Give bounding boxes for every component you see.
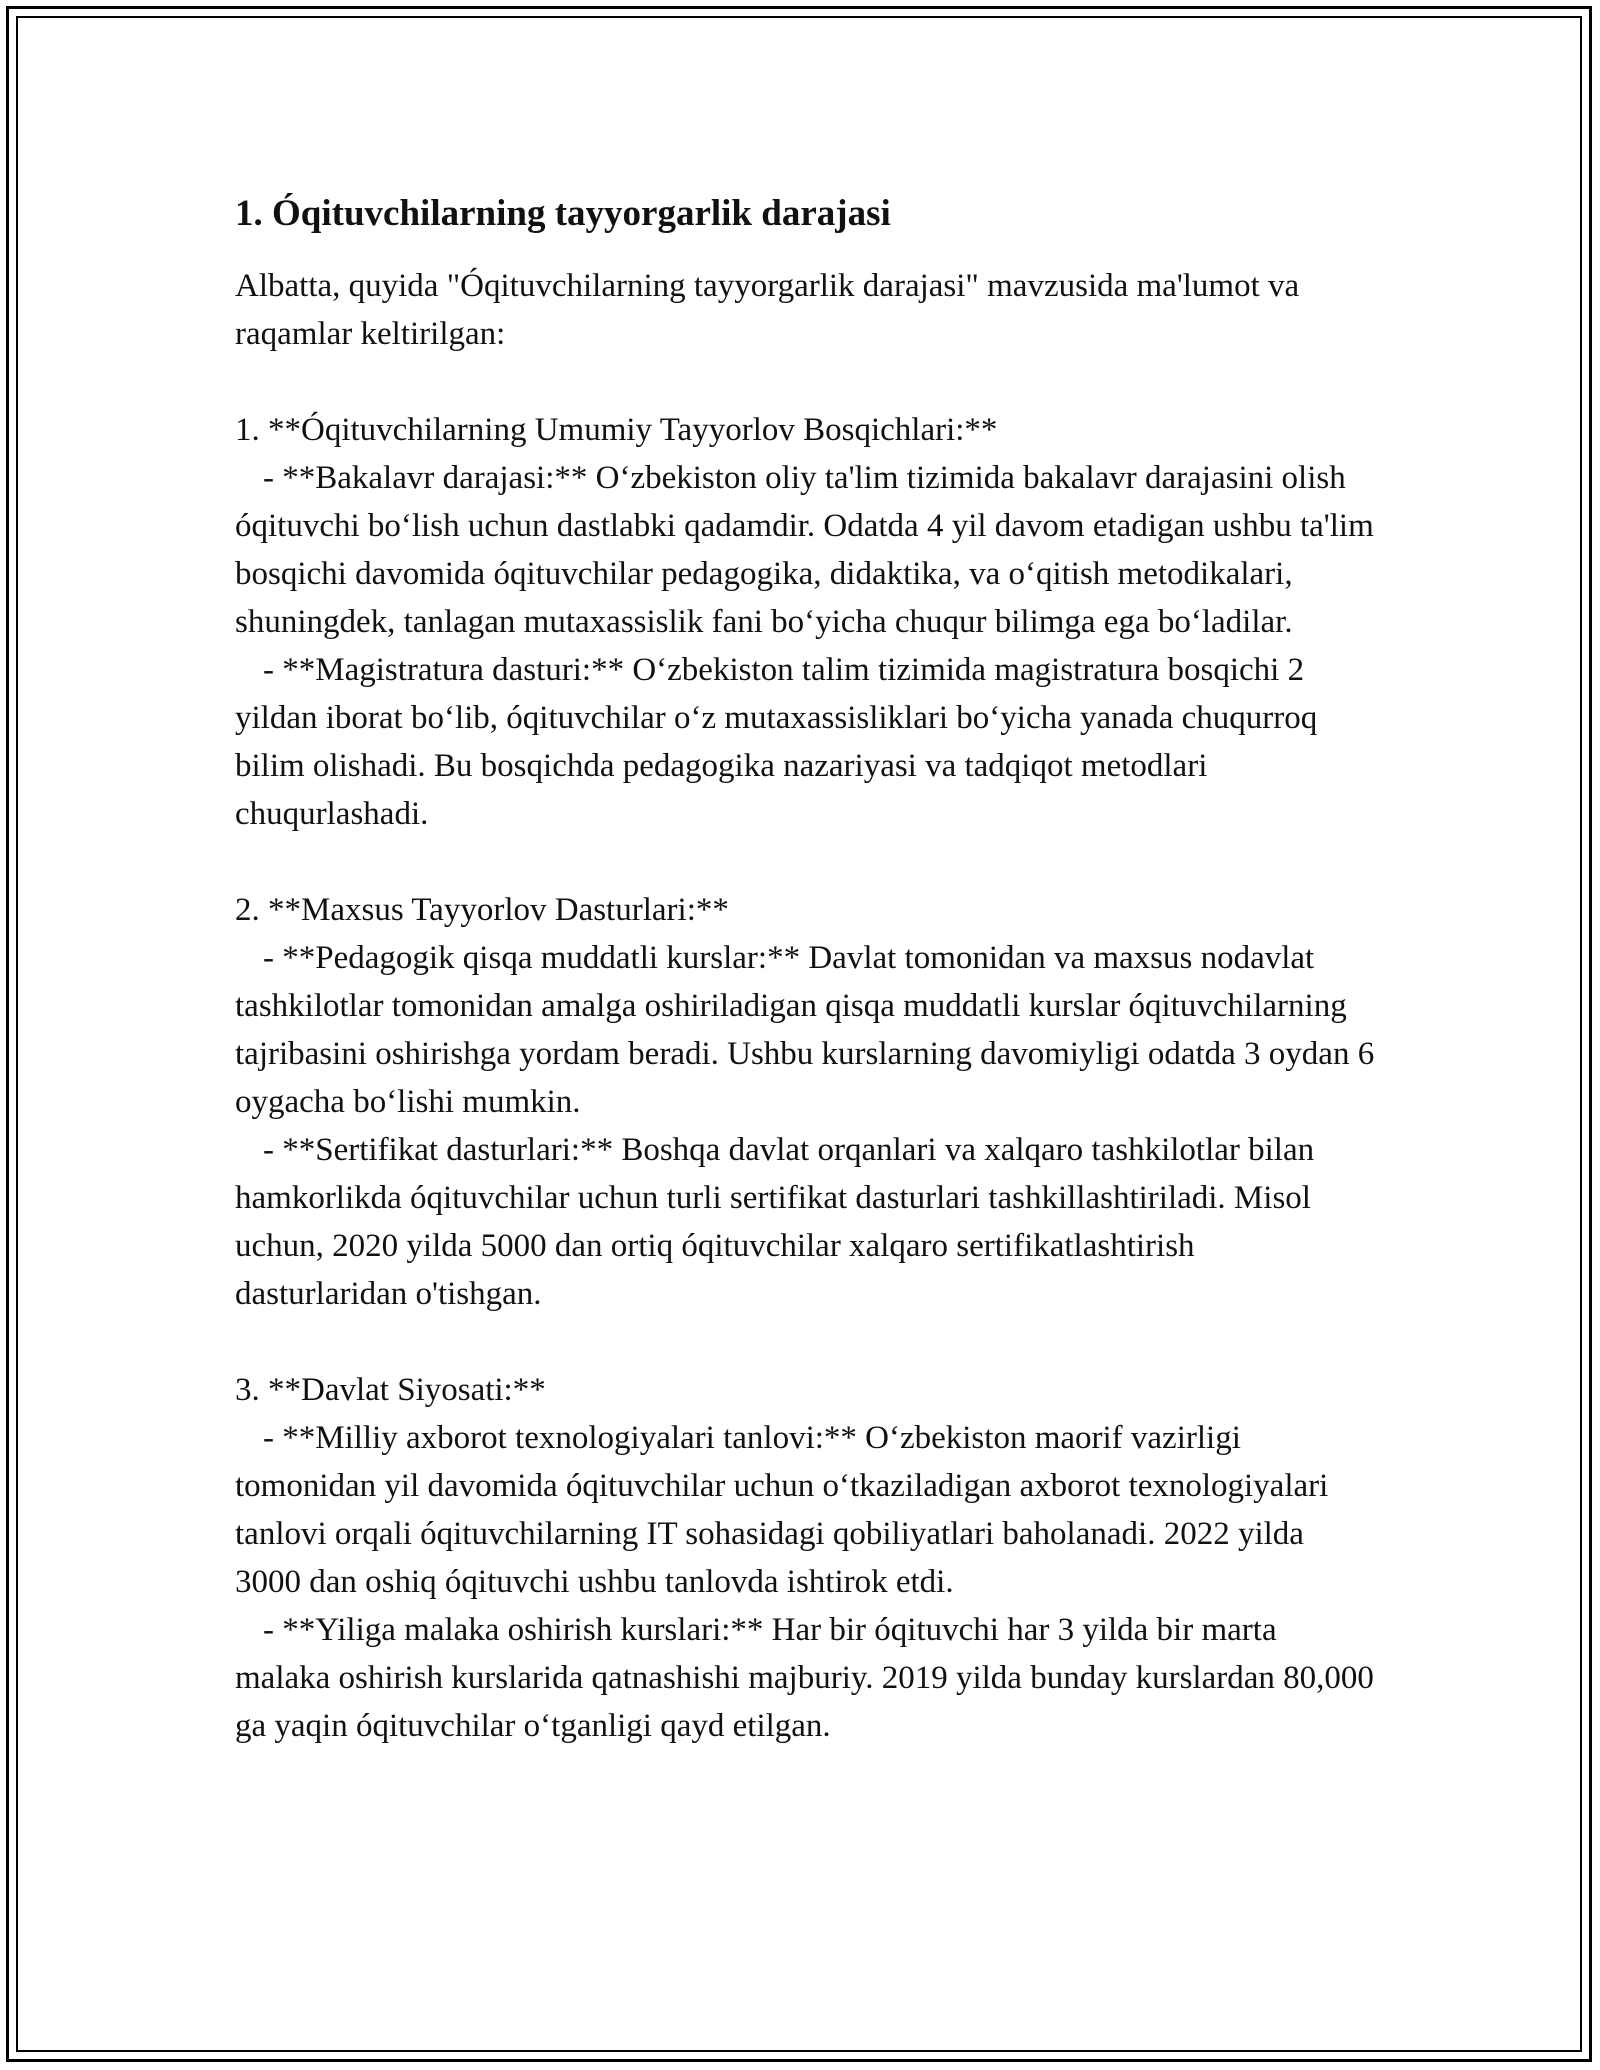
list-item: - **Bakalavr darajasi:** O‘zbekiston oliy ta'lim tizimida bakalavr darajasini olish óqituvchi bo‘lish uchun dastlabki qadamdir. Odatda 4 yil davom etadigan ushbu ta'lim bosqichi davomida óqituvchilar pedagogika, didaktika, va o‘qitish metodikalari, shuningdek, tanlagan mutaxassislik fani bo‘yicha chuqur bilimga ega bo‘ladilar. [235,460,1374,640]
section-1 [235,406,1375,838]
document-title: 1. Óqituvchilarning tayyorgarlik darajasi [235,193,891,234]
list-item: - **Milliy axborot texnologiyalari tanlovi:** O‘zbekiston maorif vazirligi tomonidan yil davomida óqituvchilar uchun o‘tkaziladigan axborot texnologiyalari tanlovi orqali óqituvchilarning IT sohasidagi qobiliyatlari baholanadi. 2022 yilda 3000 dan oshiq óqituvchi ushbu tanlovda ishtirok etdi. [235,1420,1329,1600]
list-item: - **Sertifikat dasturlari:** Boshqa davlat orqanlari va xalqaro tashkilotlar bilan hamkorlikda óqituvchilar uchun turli sertifikat dasturlari tashkillashtiriladi. Misol uchun, 2020 yilda 5000 dan ortiq óqituvchilar xalqaro sertifikatlashtirish dasturlaridan o'tishgan. [235,1132,1315,1312]
document-body [235,190,1375,1750]
section-3 [235,1366,1375,1750]
section-heading: 3. **Davlat Siyosati:** [235,1372,546,1408]
intro-paragraph: Albatta, quyida "Óqituvchilarning tayyorgarlik darajasi" mavzusida ma'lumot va raqamlar keltirilgan: [235,268,1300,352]
section-heading: 1. **Óqituvchilarning Umumiy Tayyorlov Bosqichlari:** [235,412,998,448]
list-item: - **Yiliga malaka oshirish kurslari:** Har bir óqituvchi har 3 yilda bir marta malaka oshirish kurslarida qatnashishi majburiy. 2019 yilda bunday kurslardan 80,000 ga yaqin óqituvchilar o‘tganligi qayd etilgan. [235,1612,1374,1744]
section-2 [235,886,1375,1318]
section-heading: 2. **Maxsus Tayyorlov Dasturlari:** [235,892,729,928]
list-item: - **Pedagogik qisqa muddatli kurslar:** Davlat tomonidan va maxsus nodavlat tashkilotlar tomonidan amalga oshiriladigan qisqa muddatli kurslar óqituvchilarning tajribasini oshirishga yordam beradi. Ushbu kurslarning davomiyligi odatda 3 oydan 6 oygacha bo‘lishi mumkin. [235,940,1375,1120]
list-item: - **Magistratura dasturi:** O‘zbekiston talim tizimida magistratura bosqichi 2 yildan iborat bo‘lib, óqituvchilar o‘z mutaxassisliklari bo‘yicha yanada chuqurroq bilim olishadi. Bu bosqichda pedagogika nazariyasi va tadqiqot metodlari chuqurlashadi. [235,652,1318,832]
